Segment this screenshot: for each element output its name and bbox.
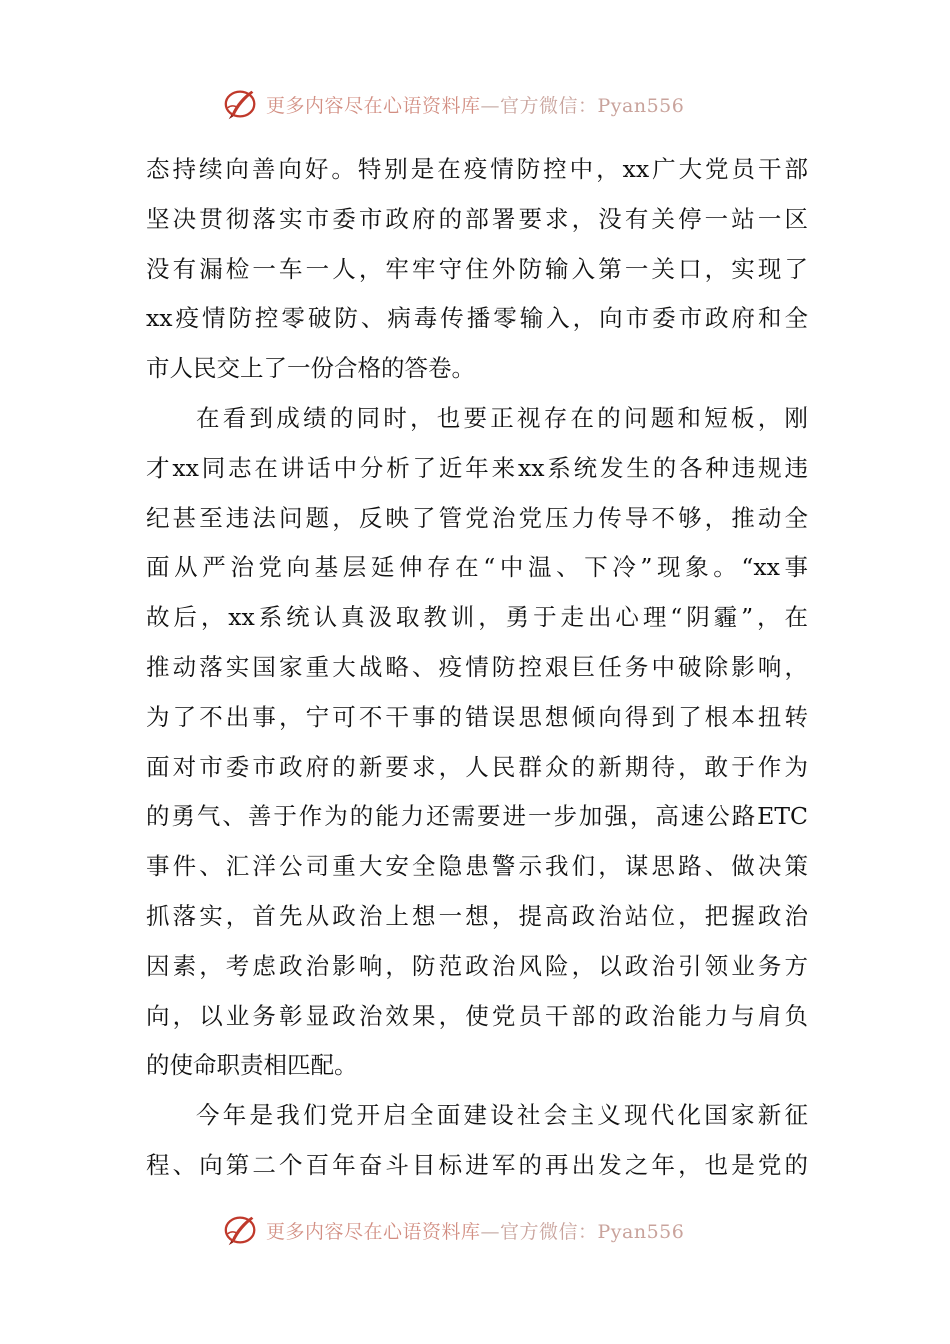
text-line: 为了不出事，宁可不干事的错误思想倾向得到了根本扭转 <box>146 702 808 731</box>
watermark-header <box>222 84 684 124</box>
text-line: 事件、汇洋公司重大安全隐患警示我们，谋思路、做决策 <box>146 852 808 881</box>
text-line: 面从严治党向基层延伸存在“中温、下冷”现象。“xx事 <box>146 553 808 582</box>
watermark-contact: 官方微信：Pyan556 <box>500 94 685 117</box>
paragraph-1 <box>146 145 808 394</box>
text-line: 因素，考虑政治影响，防范政治风险，以政治引领业务方 <box>146 951 808 980</box>
watermark-brand: 更多内容尽在心语资料库 <box>266 94 481 117</box>
text-line: 向，以业务彰显政治效果，使党员干部的政治能力与肩负 <box>146 1001 808 1030</box>
text-line: 的使命职责相匹配。 <box>146 1051 358 1080</box>
text-line: 今年是我们党开启全面建设社会主义现代化国家新征 <box>196 1101 808 1130</box>
watermark-separator: — <box>480 94 501 117</box>
text-line: 纪甚至违法问题，反映了管党治党压力传导不够，推动全 <box>146 503 808 532</box>
watermark-contact: 官方微信：Pyan556 <box>500 1220 685 1243</box>
text-line: 程、向第二个百年奋斗目标进军的再出发之年，也是党的 <box>146 1150 808 1179</box>
text-line: 在看到成绩的同时，也要正视存在的问题和短板，刚 <box>196 403 808 432</box>
text-line: 坚决贯彻落实市委市政府的部署要求，没有关停一站一区 <box>146 204 808 233</box>
watermark-brand: 更多内容尽在心语资料库 <box>266 1220 481 1243</box>
text-line: 才xx同志在讲话中分析了近年来xx系统发生的各种违规违 <box>146 453 808 482</box>
quill-logo-icon <box>222 85 260 123</box>
paragraph-3 <box>146 1091 808 1191</box>
text-line: 抓落实，首先从政治上想一想，提高政治站位，把握政治 <box>146 901 808 930</box>
text-line: 故后，xx系统认真汲取教训，勇于走出心理“阴霾”，在 <box>146 603 808 632</box>
watermark-footer <box>222 1210 684 1250</box>
text-line: 推动落实国家重大战略、疫情防控艰巨任务中破除影响， <box>146 652 808 681</box>
paragraph-2 <box>146 394 808 1091</box>
document-body <box>146 145 808 1191</box>
quill-logo-icon <box>222 1211 260 1249</box>
watermark-separator: — <box>480 1220 501 1243</box>
text-line: 没有漏检一车一人，牢牢守住外防输入第一关口，实现了 <box>146 254 808 283</box>
text-line: xx疫情防控零破防、病毒传播零输入，向市委市政府和全 <box>146 304 808 333</box>
text-line: 的勇气、善于作为的能力还需要进一步加强，高速公路ETC <box>146 802 808 831</box>
text-line: 态持续向善向好。特别是在疫情防控中，xx广大党员干部 <box>146 155 808 183</box>
text-line: 市人民交上了一份合格的答卷。 <box>146 354 475 383</box>
text-line: 面对市委市政府的新要求，人民群众的新期待，敢于作为 <box>146 752 808 781</box>
